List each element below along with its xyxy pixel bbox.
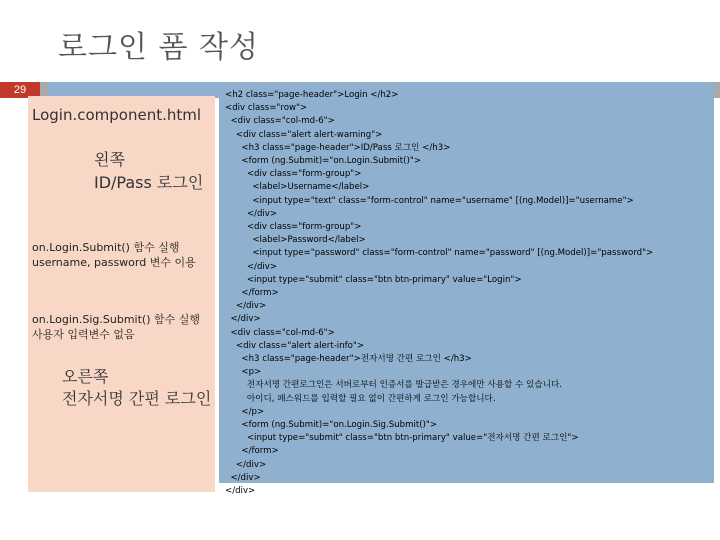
code-line: <div class="alert alert-info">	[225, 340, 365, 351]
code-line: <div class="col-md-6">	[225, 327, 335, 338]
left-login-heading: 왼쪽 ID/Pass 로그인	[94, 150, 204, 192]
code-line: <input type="submit" class="btn btn-primary" value="전자서명 간편 로그인">	[225, 433, 579, 444]
code-line: <h3 class="page-header">전자서명 간편 로그인 </h3>	[225, 354, 472, 365]
code-line: <label>Password</label>	[225, 235, 366, 246]
page-number: 29	[0, 82, 40, 98]
code-line: <h2 class="page-header">Login </h2>	[225, 90, 399, 100]
code-line: <input type="password" class="form-control" name="password" [(ng.Model)]="password">	[225, 248, 654, 259]
code-line: <div class="row">	[225, 103, 308, 114]
code-line: </div>	[225, 301, 267, 312]
code-block	[225, 89, 653, 498]
code-line: <input type="submit" class="btn btn-primary" value="Login">	[225, 274, 522, 285]
code-line: </div>	[225, 459, 267, 470]
description-panel	[28, 96, 215, 492]
code-line: <label>Username</label>	[225, 182, 370, 193]
file-name: Login.component.html	[32, 106, 202, 124]
code-line: <h3 class="page-header">ID/Pass 로그인 </h3>	[225, 142, 451, 153]
code-panel	[219, 87, 714, 497]
code-line: </p>	[225, 406, 265, 417]
code-line: <p>	[225, 367, 262, 378]
code-line: <form (ng.Submit)="on.Login.Submit()">	[225, 156, 422, 167]
code-line: </div>	[225, 314, 261, 325]
code-line: 아이디, 패스워드를 입력할 필요 없이 간편하게 로그인 가능합니다.	[225, 393, 496, 404]
code-line: <div class="alert alert-warning">	[225, 129, 383, 140]
signature-login-description: on.Login.Sig.Submit() 함수 실행 사용자 입력변수 없음	[32, 313, 200, 341]
code-line: </form>	[225, 288, 279, 299]
left-login-description: on.Login.Submit() 함수 실행 username, password 변수 이용	[32, 241, 196, 269]
code-line: </div>	[225, 208, 278, 219]
code-line: <div class="form-group">	[225, 169, 362, 180]
code-line: </div>	[225, 486, 256, 497]
code-line: </form>	[225, 446, 279, 457]
slide-title: 로그인 폼 작성	[58, 30, 259, 65]
right-login-heading: 오른쪽 전자서명 간편 로그인	[62, 367, 212, 408]
code-line: <div class="col-md-6">	[225, 116, 335, 127]
code-line: 전자서명 간편로그인은 서버로부터 인증서를 발급받은 경우에만 사용할 수 있습니다.	[225, 380, 562, 391]
code-line: <input type="text" class="form-control" name="username" [(ng.Model)]="username">	[225, 195, 634, 206]
code-line: </div>	[225, 472, 261, 483]
code-line: <div class="form-group">	[225, 222, 362, 233]
code-line: <form (ng.Submit)="on.Login.Sig.Submit()">	[225, 420, 438, 431]
code-line: </div>	[225, 261, 278, 272]
